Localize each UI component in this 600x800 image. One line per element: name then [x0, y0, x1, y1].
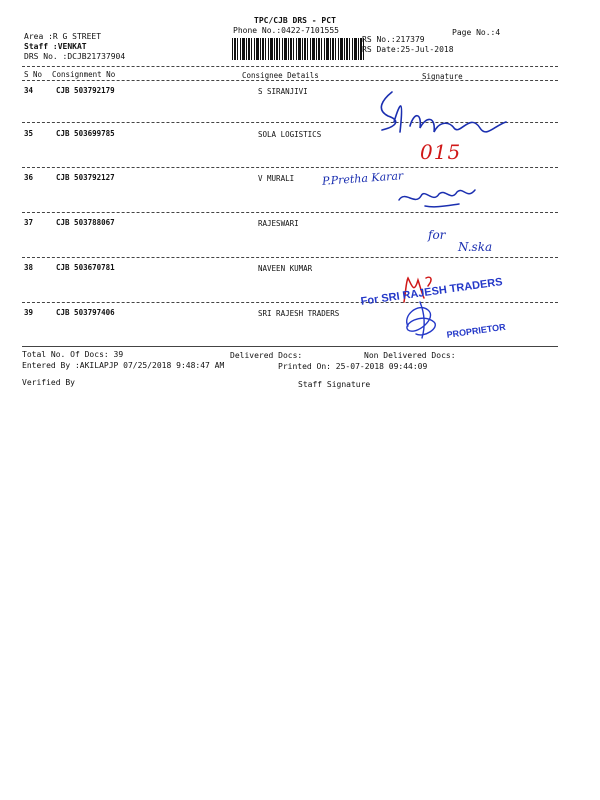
row-sno: 37: [24, 218, 34, 227]
row-sno: 36: [24, 173, 34, 182]
handwritten-note-row-35: 015: [420, 140, 462, 164]
entered-by: Entered By :AKILAPJP 07/25/2018 9:48:47 AM: [22, 361, 225, 370]
rs-date: RS Date:25-Jul-2018: [362, 45, 454, 54]
page-number: Page No.:4: [452, 28, 501, 37]
row-consignee: SRI RAJESH TRADERS: [258, 309, 340, 318]
row-sno: 38: [24, 263, 34, 272]
row-consignee: SOLA LOGISTICS: [258, 130, 322, 139]
document-title: TPC/CJB DRS - PCT: [254, 16, 336, 25]
row-consignee: V MURALI: [258, 174, 295, 183]
printed-on: Printed On: 25-07-2018 09:44:09: [278, 362, 428, 371]
stamp-company-name: For SRI RAJESH TRADERS: [360, 276, 504, 308]
total-docs: Total No. Of Docs: 39: [22, 350, 124, 359]
row-divider: [22, 212, 558, 213]
column-header-sno: S No: [24, 70, 43, 79]
handwritten-name-row-36: P.Pretha Karar: [321, 169, 404, 188]
row-sno: 34: [24, 86, 34, 95]
non-delivered-docs: Non Delivered Docs:: [364, 351, 456, 360]
phone-number: Phone No.:0422-7101555: [233, 26, 339, 35]
row-consignment-no: CJB 503792127: [56, 173, 115, 182]
column-header-signature: Signature: [422, 72, 463, 81]
row-consignment-no: CJB 503699785: [56, 129, 115, 138]
handwritten-for-row-37: for: [428, 228, 446, 242]
barcode: [232, 38, 366, 60]
column-header-consignee: Consignee Details: [242, 71, 319, 80]
area-label: Area :R G STREET: [24, 32, 102, 41]
row-consignee: NAVEEN KUMAR: [258, 264, 313, 273]
drs-number: DRS No. :DCJB21737904: [24, 52, 126, 61]
signature-row-36: [395, 182, 485, 212]
row-divider: [22, 257, 558, 258]
row-consignment-no: CJB 503792179: [56, 86, 115, 95]
table-bottom-divider: [22, 346, 558, 347]
stamp-proprietor: PROPRIETOR: [446, 321, 507, 340]
header-divider: [22, 66, 558, 67]
row-divider: [22, 122, 558, 123]
delivered-docs: Delivered Docs:: [230, 351, 303, 360]
row-divider: [22, 302, 558, 303]
handwritten-name-row-37: N.ska: [458, 240, 493, 254]
row-sno: 35: [24, 129, 34, 138]
row-divider: [22, 167, 558, 168]
row-consignment-no: CJB 503670781: [56, 263, 115, 272]
staff-signature-label: Staff Signature: [298, 380, 371, 389]
staff-label: Staff :VENKAT: [24, 42, 87, 51]
row-consignment-no: CJB 503797406: [56, 308, 115, 317]
rs-number: RS No.:217379: [362, 35, 425, 44]
column-header-divider: [22, 80, 558, 81]
verified-by: Verified By: [22, 378, 75, 387]
column-header-consignment: Consignment No: [52, 70, 116, 79]
row-sno: 39: [24, 308, 34, 317]
row-consignment-no: CJB 503788067: [56, 218, 115, 227]
row-consignee: S SIRANJIVI: [258, 87, 308, 96]
row-consignee: RAJESWARI: [258, 219, 299, 228]
